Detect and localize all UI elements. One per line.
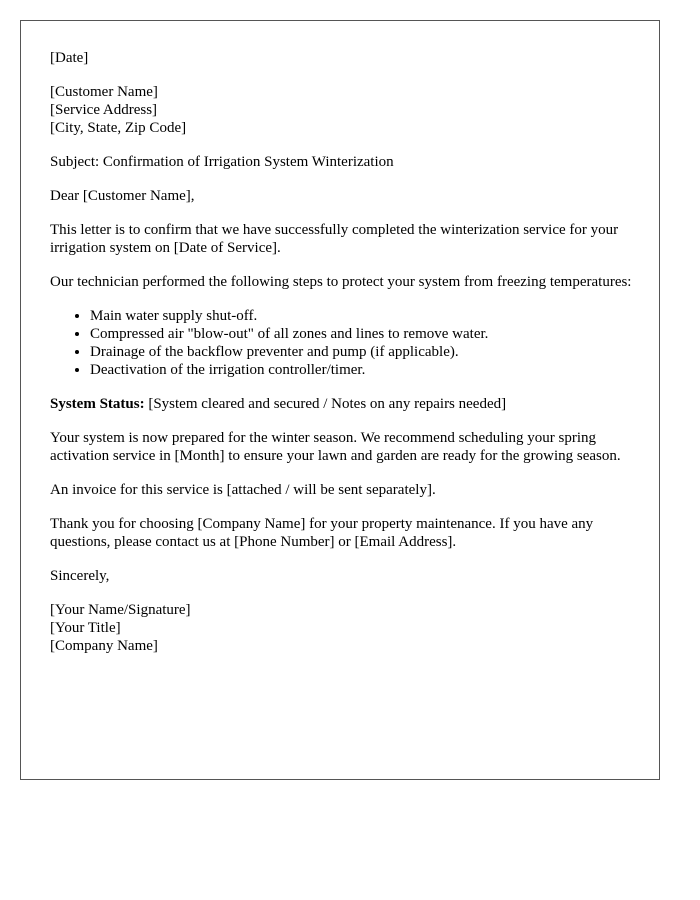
- thanks-paragraph: Thank you for choosing [Company Name] for your property maintenance. If you have any questions, please contact us at [Phone Number] or [Email Address].: [50, 516, 594, 550]
- list-item: • Compressed air "blow-out" of all zones and lines to remove water.: [90, 325, 636, 343]
- signature-company: [Company Name]: [50, 638, 158, 654]
- recipient-city-state-zip: [City, State, Zip Code]: [50, 120, 187, 136]
- recipient-name: [Customer Name]: [50, 84, 158, 100]
- intro-paragraph: This letter is to confirm that we have successfully completed the winterization service for your irrigation system on [Date of Service].: [50, 222, 619, 256]
- letter-page: [20, 20, 660, 780]
- system-status-value: [System cleared and secured / Notes on any repairs needed]: [144, 396, 507, 412]
- steps-list: [50, 307, 636, 379]
- list-item: • Main water supply shut-off.: [90, 307, 636, 325]
- list-item: • Drainage of the backflow preventer and pump (if applicable).: [90, 343, 636, 361]
- system-status: [50, 395, 636, 413]
- letter-body: [50, 49, 636, 671]
- recipient-address: [Service Address]: [50, 102, 158, 118]
- invoice-paragraph: An invoice for this service is [attached / will be sent separately].: [50, 482, 436, 498]
- letter-date: [Date]: [50, 50, 89, 66]
- letter-subject: Subject: Confirmation of Irrigation System Winterization: [50, 154, 394, 170]
- spring-paragraph: Your system is now prepared for the winter season. We recommend scheduling your spring activation service in [Month] to ensure your lawn and garden are ready for the growing season.: [50, 430, 621, 464]
- list-item: • Deactivation of the irrigation controller/timer.: [90, 361, 636, 379]
- signature-title: [Your Title]: [50, 620, 121, 636]
- letter-salutation: Dear [Customer Name],: [50, 188, 195, 204]
- signature-name: [Your Name/Signature]: [50, 602, 191, 618]
- recipient-block: [50, 83, 636, 137]
- steps-intro-paragraph: Our technician performed the following steps to protect your system from freezing temperatures:: [50, 274, 632, 290]
- signature-block: [50, 601, 636, 655]
- letter-closing: Sincerely,: [50, 568, 110, 584]
- system-status-label: System Status:: [50, 396, 145, 412]
